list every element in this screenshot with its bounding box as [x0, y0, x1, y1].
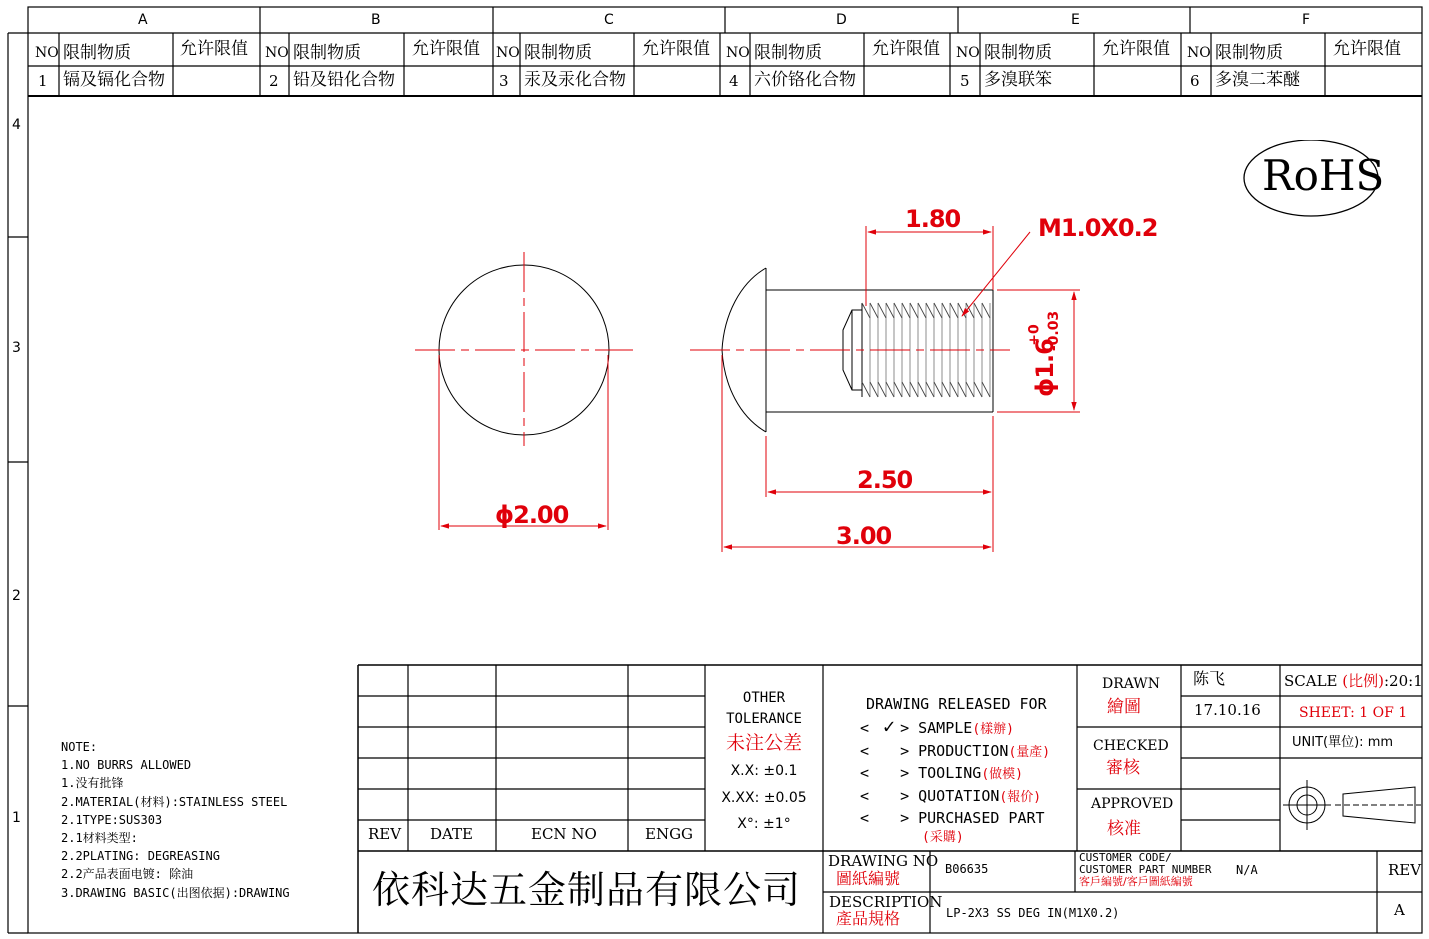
- dim-thread-spec: M1.0X0.2: [1038, 214, 1158, 242]
- substance-no: 3: [499, 72, 509, 90]
- dim-total-length: 3.00: [836, 522, 892, 550]
- drawn-date: 17.10.16: [1194, 701, 1261, 719]
- sheet-label: SHEET: 1 OF 1: [1299, 705, 1408, 721]
- drawn-label: DRAWN: [1102, 676, 1160, 692]
- description-value: LP-2X3 SS DEG IN(M1X0.2): [946, 906, 1120, 920]
- substance-name: 多溴二苯醚: [1215, 70, 1300, 90]
- customer-label-cn: 客戶編號/客戶圖紙編號: [1079, 875, 1193, 888]
- header-no: NO: [956, 45, 980, 61]
- zone-col-b: B: [371, 12, 381, 28]
- release-list: [860, 716, 1050, 846]
- header-no: NO: [265, 45, 289, 61]
- company-name: 依科达五金制品有限公司: [372, 868, 802, 912]
- customer-value: N/A: [1236, 863, 1258, 877]
- rev-label: REV: [1388, 861, 1422, 879]
- header-limit: 允许限值: [1102, 39, 1170, 59]
- zone-row-4: 4: [12, 117, 21, 133]
- substance-name: 汞及汞化合物: [524, 70, 626, 90]
- drawing-no-label: DRAWING NO: [828, 852, 939, 870]
- substance-name: 铅及铅化合物: [293, 70, 395, 90]
- approved-label-cn: 核准: [1107, 819, 1141, 839]
- release-item: < > TOOLING(做模): [860, 764, 1023, 782]
- substance-no: 1: [38, 72, 48, 90]
- dim-head-diameter: ϕ2.00: [495, 501, 569, 529]
- substance-name: 六价铬化合物: [754, 70, 856, 90]
- header-no: NO: [1187, 45, 1211, 61]
- tolerance-block: [705, 688, 823, 837]
- zone-col-a: A: [138, 12, 148, 28]
- engg-header: ENGG: [645, 825, 694, 843]
- note-line: NOTE:: [61, 740, 98, 754]
- zone-row-1: 1: [12, 810, 21, 826]
- drawing-no-label-cn: 圖紙編號: [836, 869, 901, 888]
- date-header: DATE: [430, 825, 473, 843]
- approved-label: APPROVED: [1091, 796, 1174, 812]
- header-substance: 限制物质: [63, 43, 131, 63]
- checked-label: CHECKED: [1093, 738, 1169, 754]
- header-limit: 允许限值: [412, 39, 480, 59]
- scale-label: SCALE (比例):20:1: [1284, 672, 1423, 690]
- description-label-cn: 產品規格: [836, 909, 901, 928]
- customer-label: CUSTOMER PART NUMBER: [1079, 863, 1212, 876]
- header-no: NO: [35, 45, 59, 61]
- drawn-label-cn: 繪圖: [1107, 697, 1141, 717]
- zone-row-3: 3: [12, 340, 21, 356]
- substance-name: 镉及镉化合物: [63, 70, 165, 90]
- release-item-cn: (采購): [922, 829, 964, 845]
- end-view: [415, 252, 633, 446]
- release-item: < > QUOTATION(報价): [860, 786, 1042, 805]
- rev-value: A: [1394, 901, 1405, 919]
- note-line: 2.2PLATING: DEGREASING: [61, 849, 220, 864]
- zone-col-c: C: [604, 12, 614, 28]
- checked-label-cn: 審核: [1106, 758, 1140, 778]
- zone-row-2: 2: [12, 588, 21, 604]
- tolerance-title-cn: 未注公差: [725, 732, 802, 754]
- release-item: < ✓ > SAMPLE(樣辦): [860, 714, 1014, 738]
- header-limit: 允许限值: [180, 39, 248, 59]
- drawing-no-value: B06635: [945, 862, 989, 876]
- check-icon: ✓: [883, 714, 896, 738]
- tolerance-title: OTHER: [742, 690, 786, 706]
- header-substance: 限制物质: [293, 43, 361, 63]
- tolerance-xx: X.X: ±0.1: [730, 763, 798, 779]
- header-substance: 限制物质: [524, 43, 592, 63]
- unit-label: UNIT(單位): mm: [1292, 735, 1394, 750]
- dim-tol-lower: -0.03: [1046, 310, 1063, 352]
- substance-no: 4: [729, 72, 739, 90]
- zone-col-d: D: [836, 12, 847, 28]
- notes: [61, 738, 290, 902]
- dim-shank-diameter: ϕ1.6: [1030, 339, 1059, 397]
- rev-header: REV: [368, 825, 402, 843]
- note-line: 1.没有批锋: [61, 776, 124, 791]
- dim-thread-length: 1.80: [905, 205, 961, 233]
- description-label: DESCRIPTION: [829, 893, 943, 911]
- header-substance: 限制物质: [754, 43, 822, 63]
- substance-no: 6: [1190, 72, 1200, 90]
- note-line: 2.MATERIAL(材料):STAINLESS STEEL: [61, 794, 288, 809]
- rohs-label: RoHS: [1262, 151, 1385, 200]
- header-limit: 允许限值: [1333, 39, 1401, 59]
- note-line: 2.2产品表面电镀: 除油: [61, 867, 194, 882]
- release-item: < > PRODUCTION(量產): [860, 741, 1051, 760]
- header-no: NO: [726, 45, 750, 61]
- header-limit: 允许限值: [872, 39, 940, 59]
- note-line: 1.NO BURRS ALLOWED: [61, 758, 192, 773]
- substance-name: 多溴联笨: [984, 70, 1052, 90]
- note-line: 2.1材料类型:: [61, 831, 138, 846]
- zone-col-e: E: [1071, 12, 1080, 28]
- header-substance: 限制物质: [1215, 43, 1283, 63]
- substance-no: 5: [960, 72, 970, 90]
- dim-shank-length: 2.50: [857, 466, 913, 494]
- drawn-by: 陈飞: [1193, 669, 1226, 688]
- customer-label: CUSTOMER CODE/: [1079, 851, 1172, 864]
- tolerance-angle: X°: ±1°: [737, 816, 791, 832]
- ecn-header: ECN NO: [531, 825, 597, 843]
- release-item: < > PURCHASED PART: [860, 809, 1045, 827]
- header-limit: 允许限值: [642, 39, 710, 59]
- side-view: [690, 268, 1010, 432]
- tolerance-xxx: X.XX: ±0.05: [721, 790, 807, 806]
- release-title: DRAWING RELEASED FOR: [866, 695, 1047, 713]
- header-no: NO: [496, 45, 520, 61]
- dim-tol-upper: +0: [1026, 324, 1043, 346]
- note-line: 3.DRAWING BASIC(出图依据):DRAWING: [61, 885, 290, 900]
- substance-no: 2: [269, 72, 279, 90]
- tolerance-title: TOLERANCE: [726, 711, 802, 727]
- note-line: 2.1TYPE:SUS303: [61, 812, 163, 827]
- zone-col-f: F: [1302, 12, 1311, 28]
- projection-symbol-icon: [1283, 772, 1423, 838]
- header-substance: 限制物质: [984, 43, 1052, 63]
